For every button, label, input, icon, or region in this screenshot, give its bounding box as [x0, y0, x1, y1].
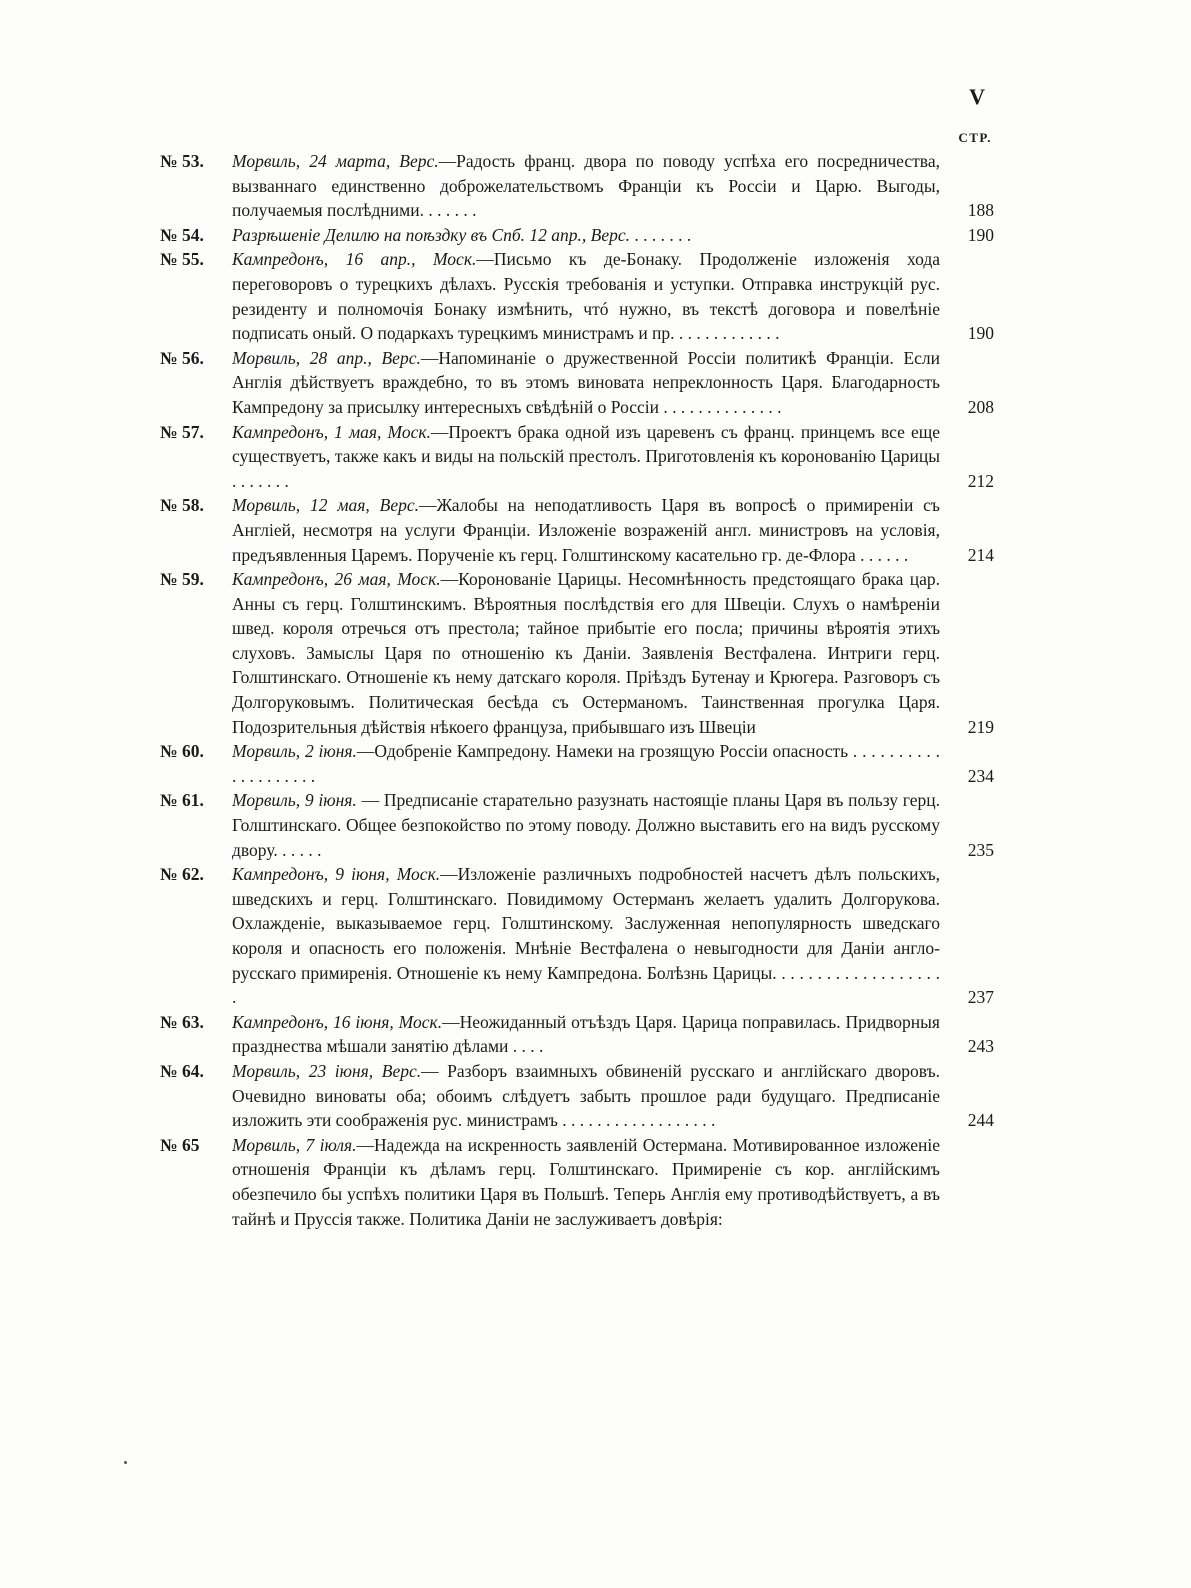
- entry-text: [232, 346, 940, 420]
- toc-entry: [160, 567, 994, 739]
- entry-description: —Радость франц. двора по поводу успѣха его посредничества, вызваннаго единственно доброжелательствомъ Франціи къ Россіи и Царю. Выгоды, получаемыя послѣдними. . . . . . .: [232, 151, 940, 221]
- entry-header: Морвиль, 2 іюня.: [232, 741, 357, 762]
- entry-page-number: 190: [967, 323, 994, 344]
- entry-text: [232, 788, 940, 862]
- page-folio-roman: V: [969, 84, 986, 109]
- toc-entry: [160, 420, 994, 494]
- entry-description: —Неожиданный отъѣздъ Царя. Царица поправилась. Придворныя празднества мѣшали занятію дѣлами . . . .: [232, 1011, 940, 1057]
- entry-text: [232, 247, 940, 345]
- entry-text: [232, 1059, 940, 1133]
- entry-header: Кампредонъ, 1 мая, Моск.: [232, 421, 431, 442]
- entry-description: —Письмо къ де-Бонаку. Продолженіе изложенія хода переговоровъ о турецкихъ дѣлахъ. Русскія требованія и уступки. Отправка инструкцій рус. резиденту и полномочія Бонаку измѣнить, чтó нужно, въ текстѣ договора и повелѣніе подписать оный. О подаркахъ турецкимъ министрамъ и пр. . . . . . . . . . . . .: [232, 249, 940, 344]
- scan-artifact-dot: [124, 1461, 127, 1464]
- toc-entry: [160, 346, 994, 420]
- entry-page-number: 190: [967, 224, 994, 245]
- entry-number: № 56.: [160, 347, 204, 368]
- entry-header: Морвиль, 7 іюля.: [232, 1134, 357, 1155]
- entry-page-number: 219: [967, 716, 994, 737]
- toc-entry: [160, 788, 994, 862]
- entry-page-number: 235: [967, 839, 994, 860]
- toc-entry: [160, 493, 994, 567]
- entry-number: № 65: [160, 1134, 200, 1155]
- entry-number: № 54.: [160, 224, 204, 245]
- entry-page-number: 244: [967, 1110, 994, 1131]
- entry-number: № 55.: [160, 249, 204, 270]
- entry-number: № 59.: [160, 569, 204, 590]
- entry-text: [232, 420, 940, 494]
- entry-header: Морвиль, 9 іюня.: [232, 790, 357, 811]
- entry-description: . . . . . . .: [630, 224, 692, 245]
- entry-text: [232, 1133, 940, 1231]
- entry-number: № 53.: [160, 151, 204, 171]
- toc-entry: [160, 247, 994, 345]
- entry-page-number: 243: [967, 1036, 994, 1057]
- entry-description: —Коронованіе Царицы. Несомнѣнность предстоящаго брака цар. Анны съ герц. Голштинскимъ. Вѣроятныя послѣдствія его для Швеціи. Слухъ о намѣреніи швед. короля отречься отъ престола; тайное прибытіе его посла; причины вѣроятія этихъ слуховъ. Замыслы Царя по отношенію къ Даніи. Заявленія Вестфалена. Интриги герц. Голштинскаго. Отношеніе къ нему датскаго короля. Пріѣздъ Бутенау и Крюгера. Разговоръ съ Долгоруковымъ. Политическая бесѣда съ Остерманомъ. Таинственная прогулка Царя. Подозрительныя дѣйствія нѣкоего француза, прибывшаго изъ Швеціи: [232, 569, 940, 737]
- entry-text: [232, 739, 940, 788]
- entry-description: — Разборъ взаимныхъ обвиненій русскаго и англійскаго дворовъ. Очевидно виноваты оба; обоимъ слѣдуетъ забыть прошлое ради будущаго. Предписаніе изложить эти соображенія рус. министрамъ . . . . . . . . . . . . . . . . . .: [232, 1060, 940, 1131]
- entry-page-number: 214: [967, 544, 994, 565]
- entry-number: № 63.: [160, 1011, 204, 1032]
- toc-entry: [160, 1133, 994, 1231]
- entry-number: № 58.: [160, 495, 204, 516]
- entry-number: № 62.: [160, 864, 204, 885]
- entry-description: —Одобреніе Кампредону. Намеки на грозящую Россіи опасность . . . . . . . . . . . . . . . . . . . .: [232, 741, 940, 786]
- entry-text: [232, 862, 940, 1010]
- entry-header: Кампредонъ, 16 апр., Моск.: [232, 249, 477, 270]
- entry-header: Кампредонъ, 16 іюня, Моск.: [232, 1011, 443, 1032]
- entry-description: —Надежда на искренность заявленій Остермана. Мотивированное изложеніе отношенія Франціи къ дѣламъ герц. Голштинскаго. Примиреніе съ кор. англійскимъ обезпечило бы успѣхъ политики Царя въ Польшѣ. Теперь Англія ему противодѣйствуетъ, а въ тайнѣ и Пруссія также. Политика Даніи не заслуживаетъ довѣрія:: [232, 1134, 940, 1229]
- entry-header: Разрѣшеніе Делилю на поѣздку въ Спб. 12 апр., Верс.: [232, 224, 631, 245]
- entry-page-number: 208: [967, 396, 994, 417]
- entry-number: № 57.: [160, 421, 204, 442]
- entry-description: —Проектъ брака одной изъ царевенъ съ франц. принцемъ все еще существуетъ, также какъ и виды на польскій престолъ. Приготовленія къ коронованію Царицы . . . . . . .: [232, 421, 941, 491]
- entry-header: Морвиль, 28 апр., Верс.: [232, 347, 421, 368]
- entry-page-number: 234: [967, 765, 994, 786]
- entry-page-number: 188: [967, 200, 994, 221]
- toc-entry: [160, 1010, 994, 1059]
- entry-header: Морвиль, 23 іюня, Верс.: [232, 1060, 422, 1081]
- entry-description: —Жалобы на неподатливость Царя въ вопросѣ о примиреніи съ Англіей, несмотря на услуги Франціи. Изложеніе возраженій англ. министровъ на условія, предъявленныя Царемъ. Порученіе къ герц. Голштинскому касательно гр. де-Флора . . . . . .: [232, 495, 940, 565]
- entry-page-number: 212: [967, 470, 994, 491]
- toc-entry: [160, 1059, 994, 1133]
- entry-text: [232, 1010, 940, 1059]
- toc-entry: [160, 739, 994, 788]
- entry-header: Кампредонъ, 26 мая, Моск.: [232, 569, 441, 590]
- toc-entries: [160, 149, 994, 1231]
- entry-description: — Предписаніе старательно разузнать настоящіе планы Царя въ пользу герц. Голштинскаго. Общее безпокойство по этому поводу. Должно выставить его на видъ русскому двору. . . . . .: [232, 790, 940, 860]
- toc-entry: [160, 862, 994, 1010]
- entry-text: [232, 149, 940, 223]
- entry-header: Морвиль, 12 мая, Верс.: [232, 495, 420, 516]
- entry-description: —Напоминаніе о дружественной Россіи политикѣ Франціи. Если Англія дѣйствуетъ враждебно, то въ этомъ виновата непреклонность Царя. Благодарность Кампредону за присылку интересныхъ свѣдѣній о Россіи . . . . . . . . . . . . . .: [232, 347, 941, 417]
- entry-description: —Изложеніе различныхъ подробностей насчетъ дѣлъ польскихъ, шведскихъ и герц. Голштинскаго. Повидимому Остерманъ желаетъ удалить Долгорукова. Охлажденіе, выказываемое герц. Голштинскому. Заслуженная непопулярность шведскаго короля и опасность его положенія. Мнѣніе Вестфалена о невыгодности для Даніи англо-русскаго примиренія. Отношеніе къ нему Кампредона. Болѣзнь Царицы. . . . . . . . . . . . . . . . . . . .: [232, 864, 940, 1008]
- entry-header: Кампредонъ, 9 іюня, Моск.: [232, 864, 441, 885]
- entry-text: [232, 567, 940, 739]
- entry-number: № 61.: [160, 790, 204, 811]
- entry-page-number: 237: [967, 987, 994, 1008]
- toc-entry: [160, 223, 994, 248]
- entry-number: № 64.: [160, 1060, 204, 1081]
- entry-text: [232, 493, 940, 567]
- page-column-label: СТР.: [958, 130, 992, 145]
- entry-number: № 60.: [160, 741, 204, 762]
- entry-text: [232, 223, 940, 248]
- toc-entry: [160, 149, 994, 223]
- entry-header: Морвиль, 24 марта, Верс.: [232, 151, 439, 171]
- page-content: [160, 84, 994, 1231]
